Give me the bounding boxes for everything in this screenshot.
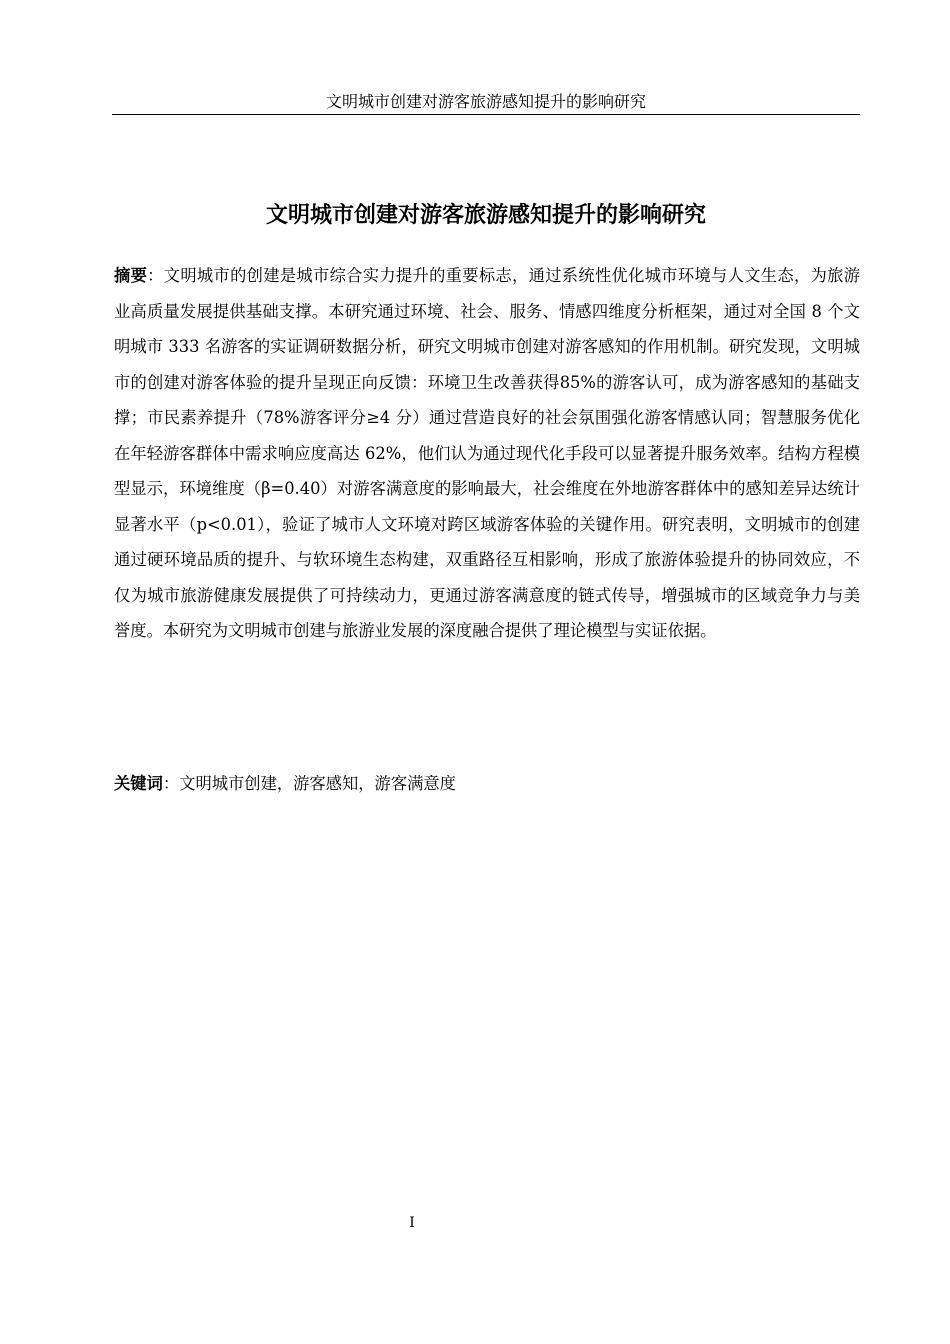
page-title: 文明城市创建对游客旅游感知提升的影响研究 <box>265 203 706 228</box>
abstract-paragraph <box>114 258 860 649</box>
header-divider <box>112 114 860 115</box>
page-number: I <box>409 1215 415 1231</box>
abstract-separator: ： <box>147 266 164 285</box>
keywords-line <box>114 766 860 802</box>
keywords-label: 关键词 <box>114 774 163 793</box>
abstract-label: 摘要 <box>114 266 148 285</box>
keywords-text: 文明城市创建，游客感知，游客满意度 <box>179 774 456 793</box>
running-header: 文明城市创建对游客旅游感知提升的影响研究 <box>325 92 646 111</box>
abstract-text: 文明城市的创建是城市综合实力提升的重要标志，通过系统性优化城市环境与人文生态，为旅游业高质量发展提供基础支撑。本研究通过环境、社会、服务、情感四维度分析框架，通过对全国 8 个文明城市 333 名游客的实证调研数据分析，研究文明城市创建对游客感知的作用机制。研究发现，文明城市的创建对游客体验的提升呈现正向反馈：环境卫生改善获得85%的游客认可，成为游客感知的基础支撑；市民素养提升（78%游客评分≥4 分）通过营造良好的社会氛围强化游客情感认同；智慧服务优化在年轻游客群体中需求响应度高达 62%，他们认为通过现代化手段可以显著提升服务效率。结构方程模型显示，环境维度（β=0.40）对游客满意度的影响最大，社会维度在外地游客群体中的感知差异达统计显著水平（p<0.01），验证了城市人文环境对跨区域游客体验的关键作用。研究表明，文明城市的创建通过硬环境品质的提升、与软环境生态构建，双重路径互相影响，形成了旅游体验提升的协同效应，不仅为城市旅游健康发展提供了可持续动力，更通过游客满意度的链式传导，增强城市的区域竞争力与美誉度。本研究为文明城市创建与旅游业发展的深度融合提供了理论模型与实证依据。 <box>114 266 860 640</box>
keywords-separator: ： <box>162 774 180 793</box>
